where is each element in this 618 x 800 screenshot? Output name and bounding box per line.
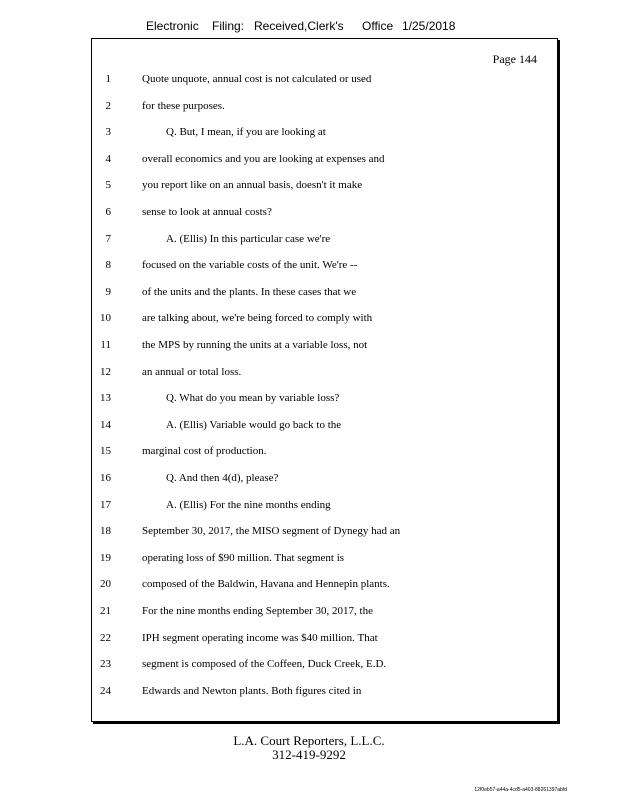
header-filing: Filing:: [212, 19, 245, 33]
transcript-line: [92, 123, 557, 141]
line-number: 10: [100, 312, 111, 325]
line-text: Q. And then 4(d), please?: [166, 472, 279, 484]
line-text: you report like on an annual basis, doesn't it make: [142, 179, 363, 192]
footer-company: L.A. Court Reporters, L.L.C.: [233, 733, 385, 748]
transcript-line: [92, 442, 557, 460]
line-text: the MPS by running the units at a variable loss, not: [142, 339, 368, 351]
line-text: For the nine months ending September 30, 2017, the: [142, 605, 373, 617]
line-text: September 30, 2017, the MISO segment of Dynegy had an: [142, 525, 401, 538]
transcript-line: [92, 97, 557, 115]
line-number: 15: [100, 445, 111, 458]
line-number: 24: [100, 684, 111, 697]
line-number: 1: [105, 73, 111, 85]
line-text: composed of the Baldwin, Havana and Hennepin plants.: [142, 578, 390, 591]
line-text: Quote unquote, annual cost is not calculated or used: [142, 73, 372, 85]
line-text: A. (Ellis) Variable would go back to the: [166, 418, 342, 431]
transcript-line: [92, 176, 557, 194]
transcript-line: [92, 602, 557, 620]
transcript-line: [92, 469, 557, 487]
line-number: 18: [100, 525, 111, 538]
line-text: IPH segment operating income was $40 million. That: [142, 631, 378, 644]
transcript-line: [92, 336, 557, 354]
line-text: for these purposes.: [142, 99, 225, 112]
line-text: A. (Ellis) For the nine months ending: [166, 498, 331, 511]
line-number: 17: [100, 498, 111, 511]
line-text: marginal cost of production.: [142, 445, 267, 458]
line-text: are talking about, we're being forced to comply with: [142, 312, 373, 325]
line-number: 7: [105, 232, 111, 245]
line-number: 13: [100, 392, 111, 405]
line-number: 9: [105, 285, 111, 298]
transcript-line: [92, 496, 557, 514]
line-text: operating loss of $90 million. That segment is: [142, 551, 345, 564]
line-number: 4: [105, 152, 111, 165]
transcript-line: [92, 389, 557, 407]
line-number: 8: [105, 259, 111, 272]
document-hash: 12f0eb57-a44a-4cd5-a403-88261397abfd: [474, 787, 567, 793]
transcript-line: [92, 150, 557, 168]
transcript-line: [92, 522, 557, 540]
transcript-line: [92, 575, 557, 593]
transcript-line: [92, 416, 557, 434]
transcript-line: [92, 256, 557, 274]
line-text: of the units and the plants. In these cases that we: [142, 285, 357, 298]
transcript-line: [92, 682, 557, 700]
footer-phone: 312-419-9292: [272, 747, 346, 762]
filing-header: [0, 19, 618, 37]
line-number: 11: [100, 339, 111, 351]
line-text: Q. What do you mean by variable loss?: [166, 392, 340, 405]
transcript-page: [91, 38, 558, 722]
line-number: 5: [105, 179, 111, 192]
transcript-line: [92, 629, 557, 647]
transcript-line: [92, 283, 557, 301]
line-number: 14: [100, 418, 111, 431]
header-electronic: Electronic: [146, 19, 199, 33]
line-text: Edwards and Newton plants. Both figures cited in: [142, 684, 362, 697]
line-text: Q. But, I mean, if you are looking at: [166, 126, 326, 139]
line-text: sense to look at annual costs?: [142, 206, 272, 218]
header-date: 1/25/2018: [402, 19, 456, 33]
transcript-line: [92, 309, 557, 327]
line-number: 2: [105, 99, 111, 112]
transcript-line: [92, 70, 557, 88]
line-number: 23: [100, 658, 111, 671]
line-text: A. (Ellis) In this particular case we're: [166, 232, 331, 245]
transcript-line: [92, 203, 557, 221]
line-number: 19: [100, 551, 111, 564]
header-office: Office: [362, 19, 394, 33]
line-text: focused on the variable costs of the unit. We're --: [142, 259, 358, 272]
transcript-line: [92, 549, 557, 567]
line-number: 16: [100, 472, 111, 484]
line-number: 20: [100, 578, 111, 591]
transcript-line: [92, 363, 557, 381]
line-text: an annual or total loss.: [142, 365, 242, 378]
line-number: 22: [100, 631, 111, 644]
header-received: Received,Clerk's: [254, 19, 344, 33]
line-text: overall economics and you are looking at expenses and: [142, 152, 385, 165]
transcript-line: [92, 230, 557, 248]
line-number: 3: [105, 126, 111, 139]
page-number: Page 144: [492, 52, 537, 66]
line-text: segment is composed of the Coffeen, Duck Creek, E.D.: [142, 658, 387, 671]
line-number: 21: [100, 605, 111, 617]
transcript-line: [92, 655, 557, 673]
line-number: 12: [100, 365, 111, 378]
line-number: 6: [105, 206, 111, 218]
